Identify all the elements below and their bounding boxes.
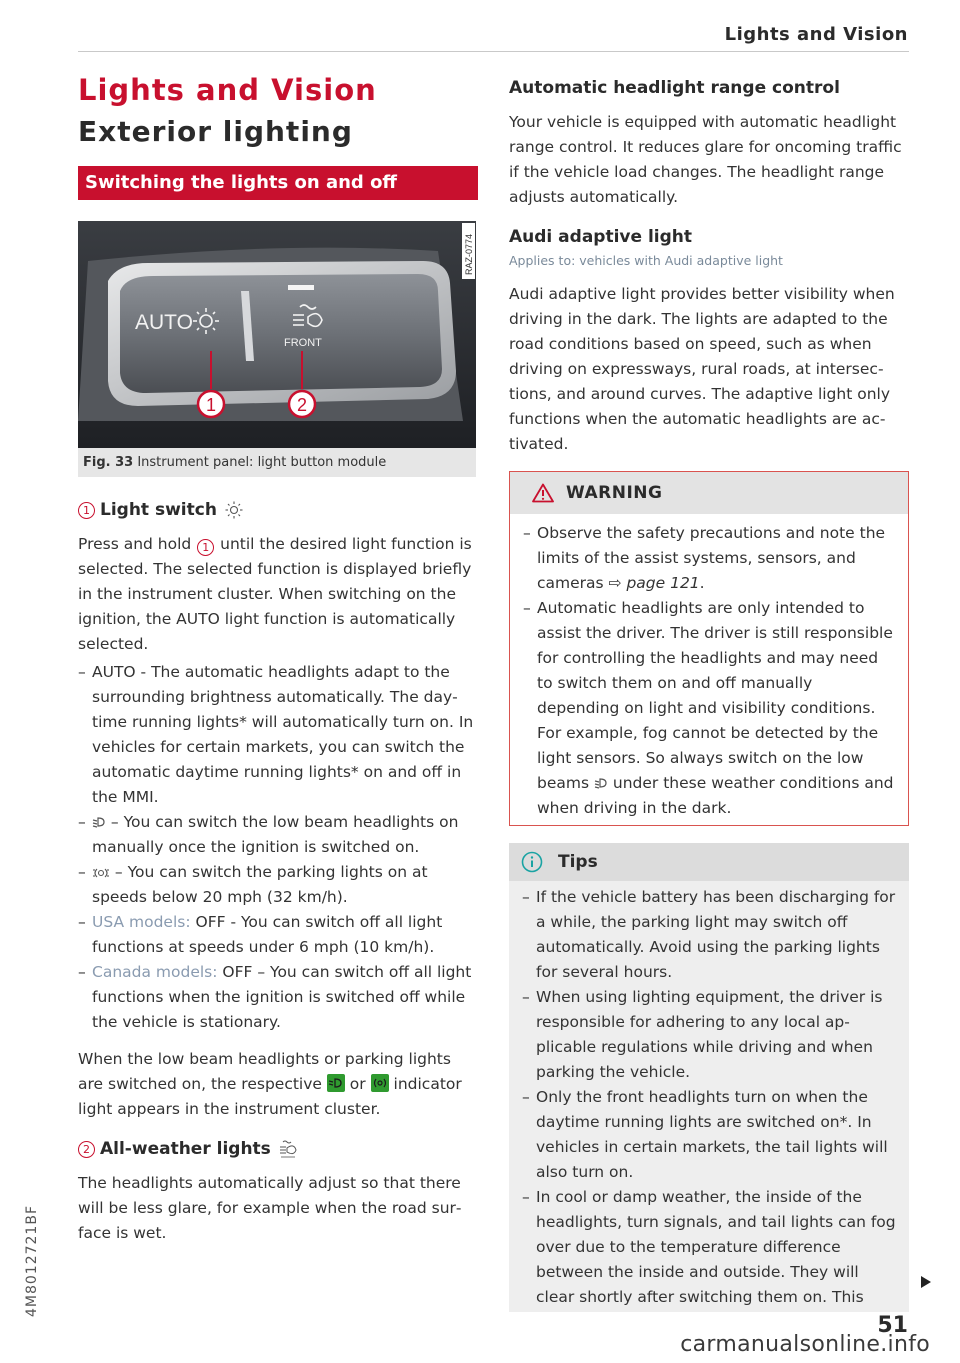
- warning-header: [510, 472, 908, 514]
- warning-triangle-icon: [532, 483, 554, 503]
- parking-indicator-icon: [371, 1074, 389, 1092]
- right-column: [509, 70, 909, 1312]
- warning-item-1-end: .: [699, 574, 705, 592]
- parking-text: – You can switch the parking lights on at speeds below 20 mph (32 km/h).: [92, 863, 428, 906]
- usa-label: USA models:: [92, 913, 191, 931]
- auto-text: AUTO - The automatic headlights adapt to the surrounding brightness automatically. The daytime running lights* will automatically turn on. In vehicles for certain markets, you can switch the automatic daytime running lights* on and off in the MMI.: [92, 663, 474, 806]
- list-item-low-beam: [78, 810, 478, 860]
- warning-list: [510, 514, 908, 825]
- list-item-usa: [78, 910, 478, 960]
- warning-item-1-text: Observe the safety precautions and note the limits of the assist systems, sensors, and cameras: [537, 524, 886, 592]
- callout-badge-1: 1: [78, 502, 95, 519]
- tip-item: – Only the front headlights turn on when the daytime running lights are switched on*. In vehicles in certain markets, the tail lights will also turn on.: [522, 1085, 899, 1185]
- tips-title: Tips: [558, 852, 598, 872]
- light-module-photo: [78, 221, 476, 448]
- list-item-auto: [78, 660, 478, 810]
- all-weather-front-icon: [278, 1138, 298, 1160]
- parking-light-icon: [92, 867, 110, 879]
- usa-text: OFF - You can switch off all light functions at speeds under 6 mph (10 km/h).: [92, 913, 443, 956]
- inline-callout-1: 1: [197, 539, 214, 556]
- left-column: [78, 70, 478, 1246]
- figure-caption: [78, 448, 476, 477]
- adaptive-light-text: Audi adaptive light provides better visibility when driving in the dark. The lights are adapted to the road conditions based on speed, such as when driving on expressways, rural roads, at intersections, and around curves. The adaptive light only functions when the automatic headlights are activated.: [509, 285, 895, 453]
- page-number: 51: [877, 1313, 908, 1338]
- page-121-link[interactable]: ⇨ page 121: [608, 574, 700, 592]
- adaptive-light-heading: Audi adaptive light: [509, 227, 692, 247]
- running-head: Lights and Vision: [724, 24, 908, 45]
- tips-header: [509, 843, 909, 881]
- light-switch-icon: [224, 500, 244, 520]
- section-title: Exterior lighting: [78, 115, 353, 148]
- list-item-canada: [78, 960, 478, 1035]
- subsection-banner: Switching the lights on and off: [78, 166, 478, 200]
- list-item-parking: [78, 860, 478, 910]
- all-weather-heading: [78, 1136, 478, 1162]
- tip-item: – When using lighting equipment, the driver is responsible for adhering to any local applicable regulations while driving and when parking the vehicle.: [522, 985, 899, 1085]
- fig-auto-label: AUTO: [135, 311, 193, 334]
- fig-front-label: FRONT: [284, 337, 322, 349]
- canada-label: Canada models:: [92, 963, 218, 981]
- indicator-paragraph: [78, 1047, 478, 1122]
- fig-code: RAZ-0774: [464, 233, 474, 275]
- info-icon: [521, 851, 543, 873]
- figure-33: [78, 221, 476, 477]
- indicator-text-b: indicator light appears in the instrument cluster.: [78, 1075, 462, 1118]
- range-control-heading: Automatic headlight range control: [509, 78, 840, 98]
- low-beam-icon: [594, 776, 608, 790]
- continue-arrow-icon: [919, 1275, 933, 1289]
- intro-text-a: Press and hold: [78, 535, 197, 553]
- watermark: carmanualsonline.info: [680, 1332, 930, 1357]
- warning-item-2: [523, 596, 898, 821]
- canada-text: OFF – You can switch off all light functions when the ignition is switched off while the vehicle is stationary.: [92, 963, 472, 1031]
- warning-box: [509, 471, 909, 826]
- figure-caption-text: Instrument panel: light button module: [133, 455, 387, 470]
- light-switch-title: Light switch: [100, 500, 217, 520]
- indicator-or: or: [344, 1075, 371, 1093]
- light-mode-list: [78, 660, 478, 1035]
- warning-title: WARNING: [566, 483, 663, 503]
- chapter-title: Lights and Vision: [78, 73, 377, 107]
- all-weather-title: All-weather lights: [100, 1139, 271, 1159]
- header-rule: [78, 51, 909, 52]
- tips-box: [509, 843, 909, 1312]
- indicator-text-a: When the low beam headlights or parking lights are switched on, the respective: [78, 1050, 451, 1093]
- range-control-text: Your vehicle is equipped with automatic headlight range control. It reduces glare for oncoming traffic if the vehicle load changes. The headlight range adjusts automatically.: [509, 113, 902, 206]
- tips-list: [509, 881, 909, 1312]
- low-beam-text: – You can switch the low beam headlights on manually once the ignition is switched on.: [92, 813, 459, 856]
- light-switch-intro: [78, 532, 478, 657]
- side-document-code: [22, 1186, 42, 1336]
- warning-item-2-end: under these weather conditions and when driving in the dark.: [537, 774, 894, 817]
- tip-item: – In cool or damp weather, the inside of the headlights, turn signals, and tail lights can fog over due to the temperature difference between the inside and outside. They will clear shortly after switching them on. This: [522, 1185, 899, 1310]
- side-code-text: 4M8012721BF: [24, 1205, 40, 1317]
- warning-item-1: [523, 521, 898, 596]
- figure-number: Fig. 33: [83, 455, 134, 470]
- fig-callout-2-label: 2: [296, 395, 308, 415]
- callout-badge-2: 2: [78, 1141, 95, 1158]
- light-switch-heading: [78, 497, 478, 523]
- fig-callout-1-label: 1: [205, 395, 217, 415]
- tip-item: – If the vehicle battery has been discharging for a while, the parking light may switch off automatically. Avoid using the parking lights for several hours.: [522, 885, 899, 985]
- low-beam-indicator-icon: [327, 1074, 345, 1092]
- intro-text-b: until the desired light function is selected. The selected function is displayed briefly in the instrument cluster. When switching on the ignition, the AUTO light function is automatically selected.: [78, 535, 472, 653]
- applies-to-note: Applies to: vehicles with Audi adaptive light: [509, 253, 783, 268]
- warning-item-2-text: Automatic headlights are only intended to assist the driver. The driver is still responsible for controlling the headlights and may need to switch them on and off manually depending on light and visibility conditions. For example, fog cannot be detected by the light sensors. So always switch on the low beams: [537, 599, 893, 792]
- panel-indicator-led: [288, 285, 314, 290]
- low-beam-icon: [92, 815, 106, 829]
- all-weather-text: The headlights automatically adjust so that there will be less glare, for example when the road surface is wet.: [78, 1174, 462, 1242]
